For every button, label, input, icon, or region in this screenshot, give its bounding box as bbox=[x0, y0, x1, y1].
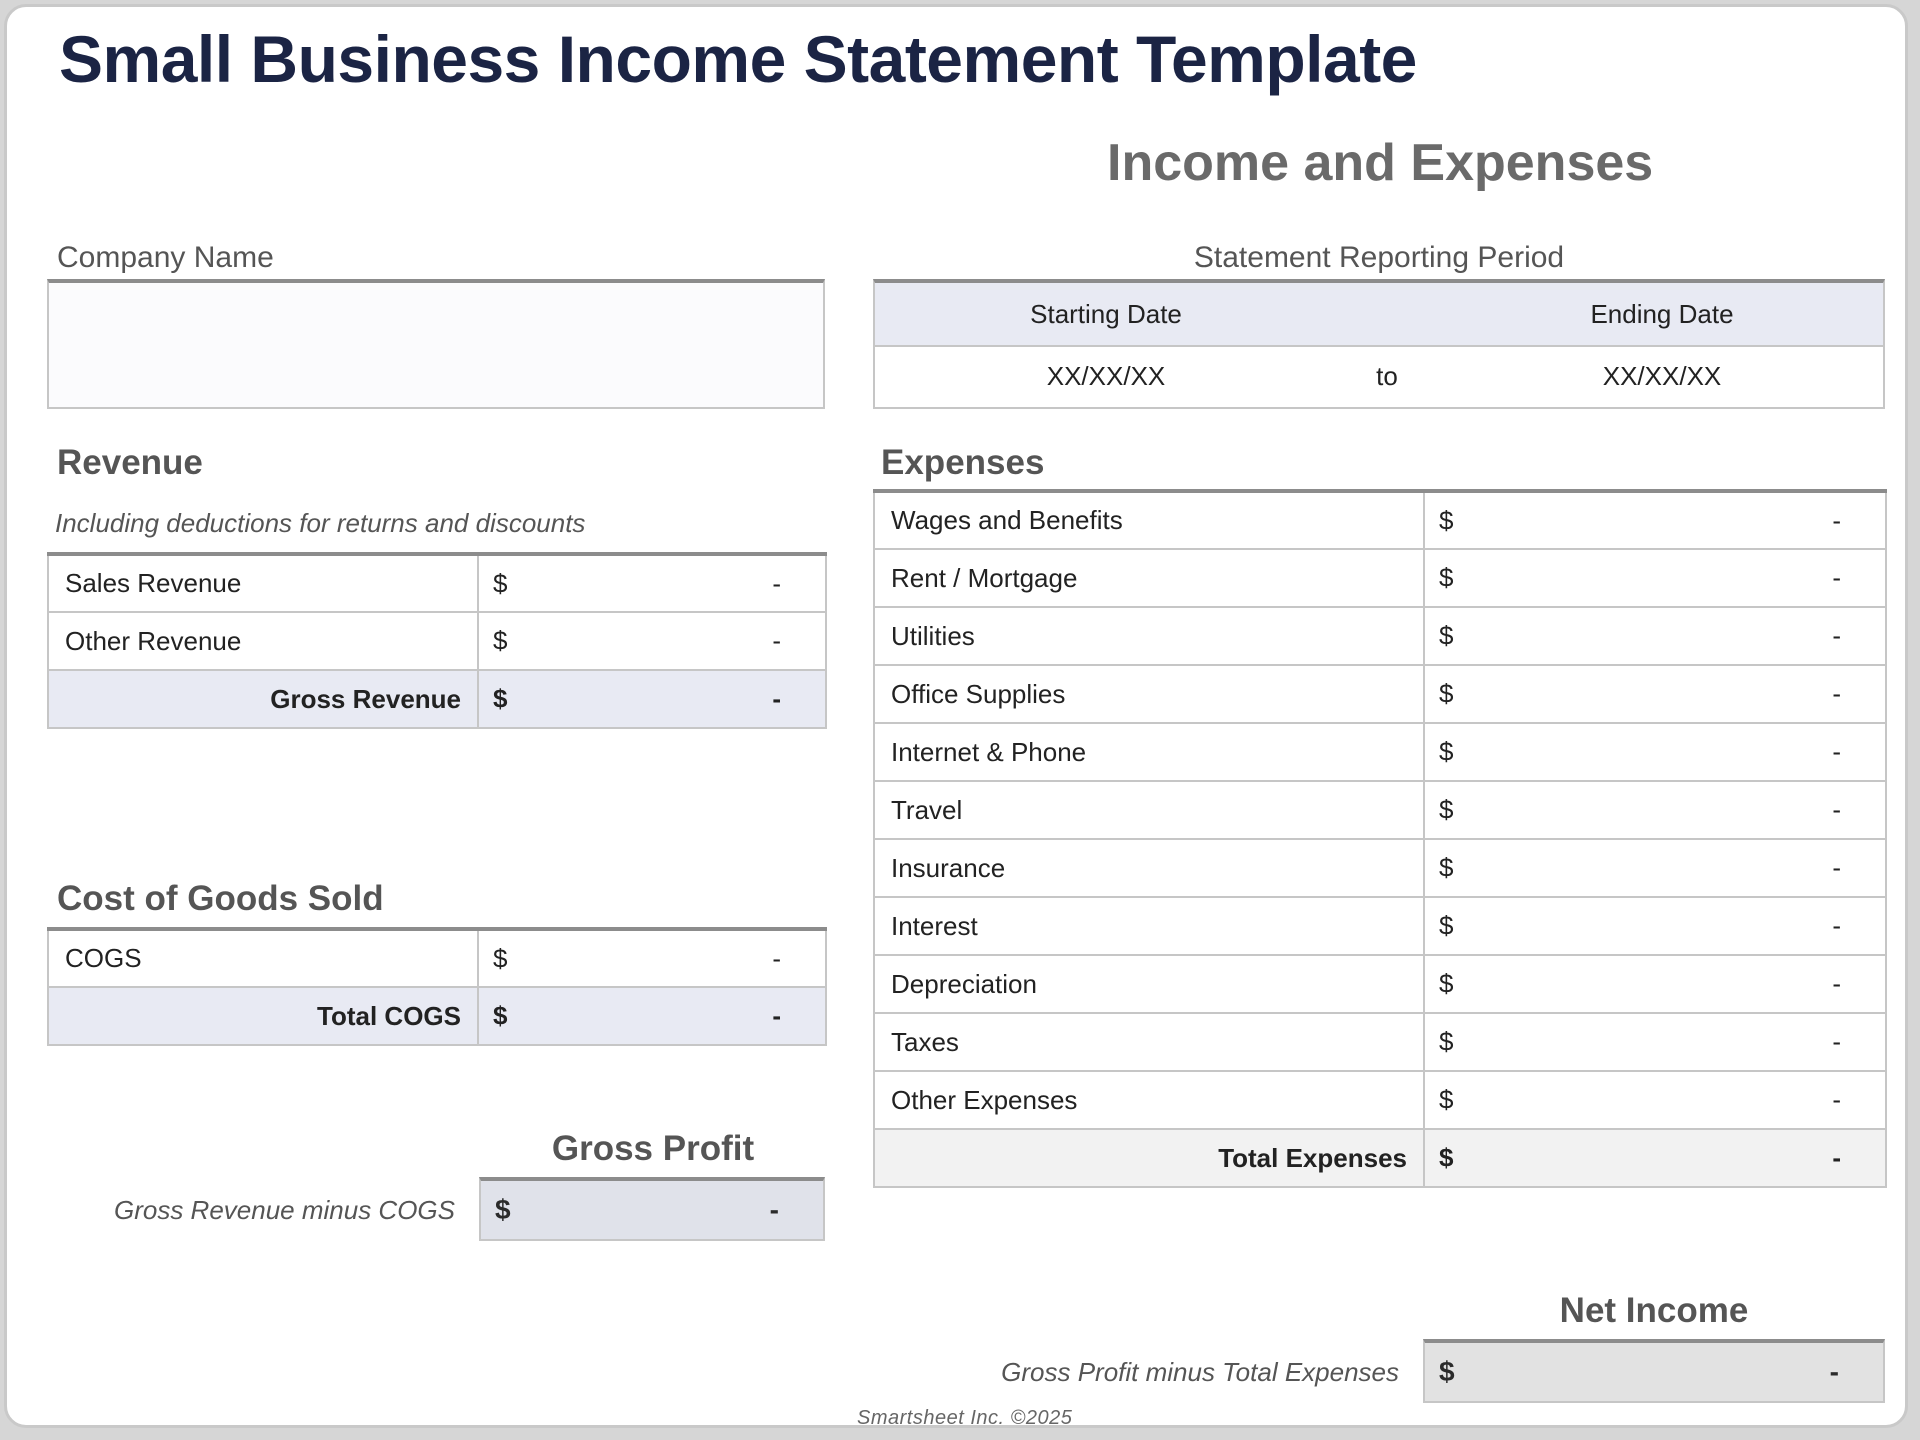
expense-row-label: Rent / Mortgage bbox=[874, 549, 1424, 607]
table-row bbox=[874, 491, 1886, 549]
total-cogs-amount bbox=[478, 987, 826, 1045]
amount-value: - bbox=[1832, 1026, 1841, 1057]
reporting-period-table bbox=[873, 279, 1885, 409]
revenue-heading: Revenue bbox=[57, 443, 203, 482]
amount-value: - bbox=[1832, 678, 1841, 709]
currency-symbol: $ bbox=[1439, 794, 1454, 825]
expense-amount[interactable] bbox=[1424, 607, 1886, 665]
amount-value: - bbox=[769, 1194, 779, 1225]
table-row bbox=[48, 929, 826, 987]
expense-amount[interactable] bbox=[1424, 723, 1886, 781]
expense-row-label: Wages and Benefits bbox=[874, 491, 1424, 549]
table-row bbox=[48, 612, 826, 670]
expense-amount[interactable] bbox=[1424, 491, 1886, 549]
table-row bbox=[874, 1013, 1886, 1071]
amount-value: - bbox=[1832, 562, 1841, 593]
revenue-row-label: Other Revenue bbox=[48, 612, 478, 670]
net-income-note: Gross Profit minus Total Expenses bbox=[1001, 1357, 1399, 1387]
amount-value: - bbox=[1832, 1142, 1841, 1173]
currency-symbol: $ bbox=[493, 683, 508, 714]
cogs-table bbox=[47, 927, 827, 1046]
page-subtitle: Income and Expenses bbox=[1107, 134, 1654, 192]
expense-amount[interactable] bbox=[1424, 839, 1886, 897]
expense-row-label: Taxes bbox=[874, 1013, 1424, 1071]
gross-revenue-row bbox=[48, 670, 826, 728]
expense-amount[interactable] bbox=[1424, 781, 1886, 839]
amount-value: - bbox=[772, 943, 781, 973]
revenue-table bbox=[47, 552, 827, 729]
currency-symbol: $ bbox=[1439, 620, 1454, 651]
footer-copyright: Smartsheet Inc. ©2025 bbox=[857, 1407, 1073, 1428]
expense-row-label: Insurance bbox=[874, 839, 1424, 897]
starting-date-header: Starting Date bbox=[1030, 299, 1182, 329]
table-row bbox=[874, 549, 1886, 607]
currency-symbol: $ bbox=[1439, 562, 1454, 593]
revenue-row-label: Sales Revenue bbox=[48, 554, 478, 612]
total-expenses-label: Total Expenses bbox=[874, 1129, 1424, 1187]
expense-amount[interactable] bbox=[1424, 1071, 1886, 1129]
table-row bbox=[874, 607, 1886, 665]
currency-symbol: $ bbox=[1439, 505, 1454, 535]
currency-symbol: $ bbox=[1439, 1142, 1454, 1173]
sales-revenue-amount[interactable] bbox=[478, 554, 826, 612]
company-name-label: Company Name bbox=[57, 241, 274, 274]
amount-value: - bbox=[1832, 1084, 1841, 1115]
amount-value: - bbox=[772, 568, 781, 598]
total-expenses-amount bbox=[1424, 1129, 1886, 1187]
starting-date-field[interactable]: XX/XX/XX bbox=[1046, 361, 1166, 391]
amount-value: - bbox=[1829, 1356, 1839, 1387]
reporting-period-label: Statement Reporting Period bbox=[1193, 241, 1565, 274]
table-row bbox=[874, 897, 1886, 955]
currency-symbol: $ bbox=[1439, 910, 1454, 941]
currency-symbol: $ bbox=[493, 943, 508, 973]
currency-symbol: $ bbox=[493, 568, 508, 598]
table-row bbox=[874, 781, 1886, 839]
amount-value: - bbox=[772, 1000, 781, 1031]
table-row bbox=[48, 554, 826, 612]
cogs-row-label: COGS bbox=[48, 929, 478, 987]
currency-symbol: $ bbox=[495, 1194, 511, 1225]
amount-value: - bbox=[1832, 910, 1841, 941]
amount-value: - bbox=[1832, 852, 1841, 883]
expense-row-label: Other Expenses bbox=[874, 1071, 1424, 1129]
ending-date-field[interactable]: XX/XX/XX bbox=[1602, 361, 1722, 391]
currency-symbol: $ bbox=[1439, 852, 1454, 883]
page-title: Small Business Income Statement Template bbox=[59, 22, 1417, 96]
revenue-note: Including deductions for returns and discounts bbox=[55, 508, 586, 538]
amount-value: - bbox=[1832, 620, 1841, 651]
expense-row-label: Depreciation bbox=[874, 955, 1424, 1013]
total-cogs-row bbox=[48, 987, 826, 1045]
total-expenses-row bbox=[874, 1129, 1886, 1187]
expense-row-label: Office Supplies bbox=[874, 665, 1424, 723]
expense-row-label: Internet & Phone bbox=[874, 723, 1424, 781]
table-row bbox=[874, 723, 1886, 781]
expense-row-label: Travel bbox=[874, 781, 1424, 839]
currency-symbol: $ bbox=[1439, 1084, 1454, 1115]
amount-value: - bbox=[772, 683, 781, 714]
income-statement-page bbox=[4, 4, 1908, 1428]
expenses-heading: Expenses bbox=[881, 443, 1045, 482]
currency-symbol: $ bbox=[493, 625, 508, 656]
expense-row-label: Interest bbox=[874, 897, 1424, 955]
ending-date-header: Ending Date bbox=[1590, 299, 1734, 329]
table-row bbox=[874, 839, 1886, 897]
amount-value: - bbox=[1832, 736, 1841, 767]
currency-symbol: $ bbox=[1439, 1356, 1455, 1387]
gross-profit-heading: Gross Profit bbox=[551, 1129, 755, 1168]
company-name-field[interactable] bbox=[47, 279, 825, 409]
expense-amount[interactable] bbox=[1424, 665, 1886, 723]
gross-profit-amount bbox=[479, 1177, 825, 1241]
table-row bbox=[874, 955, 1886, 1013]
amount-value: - bbox=[1832, 794, 1841, 825]
gross-revenue-label: Gross Revenue bbox=[48, 670, 478, 728]
net-income-heading: Net Income bbox=[1559, 1291, 1749, 1330]
expense-amount[interactable] bbox=[1424, 955, 1886, 1013]
other-revenue-amount[interactable] bbox=[478, 612, 826, 670]
expense-amount[interactable] bbox=[1424, 549, 1886, 607]
expense-amount[interactable] bbox=[1424, 1013, 1886, 1071]
expense-amount[interactable] bbox=[1424, 897, 1886, 955]
currency-symbol: $ bbox=[493, 1000, 508, 1031]
amount-value: - bbox=[1832, 505, 1841, 535]
period-to-label: to bbox=[1376, 361, 1398, 391]
amount-value: - bbox=[772, 625, 781, 656]
table-row bbox=[874, 665, 1886, 723]
currency-symbol: $ bbox=[1439, 1026, 1454, 1057]
total-cogs-label: Total COGS bbox=[48, 987, 478, 1045]
cogs-amount[interactable] bbox=[478, 929, 826, 987]
net-income-amount bbox=[1423, 1339, 1885, 1403]
expenses-table bbox=[873, 489, 1887, 1188]
currency-symbol: $ bbox=[1439, 968, 1454, 999]
table-row bbox=[874, 1071, 1886, 1129]
cogs-heading: Cost of Goods Sold bbox=[57, 879, 384, 918]
gross-profit-note: Gross Revenue minus COGS bbox=[113, 1195, 455, 1225]
amount-value: - bbox=[1832, 968, 1841, 999]
currency-symbol: $ bbox=[1439, 678, 1454, 709]
gross-revenue-amount bbox=[478, 670, 826, 728]
expense-row-label: Utilities bbox=[874, 607, 1424, 665]
currency-symbol: $ bbox=[1439, 736, 1454, 767]
